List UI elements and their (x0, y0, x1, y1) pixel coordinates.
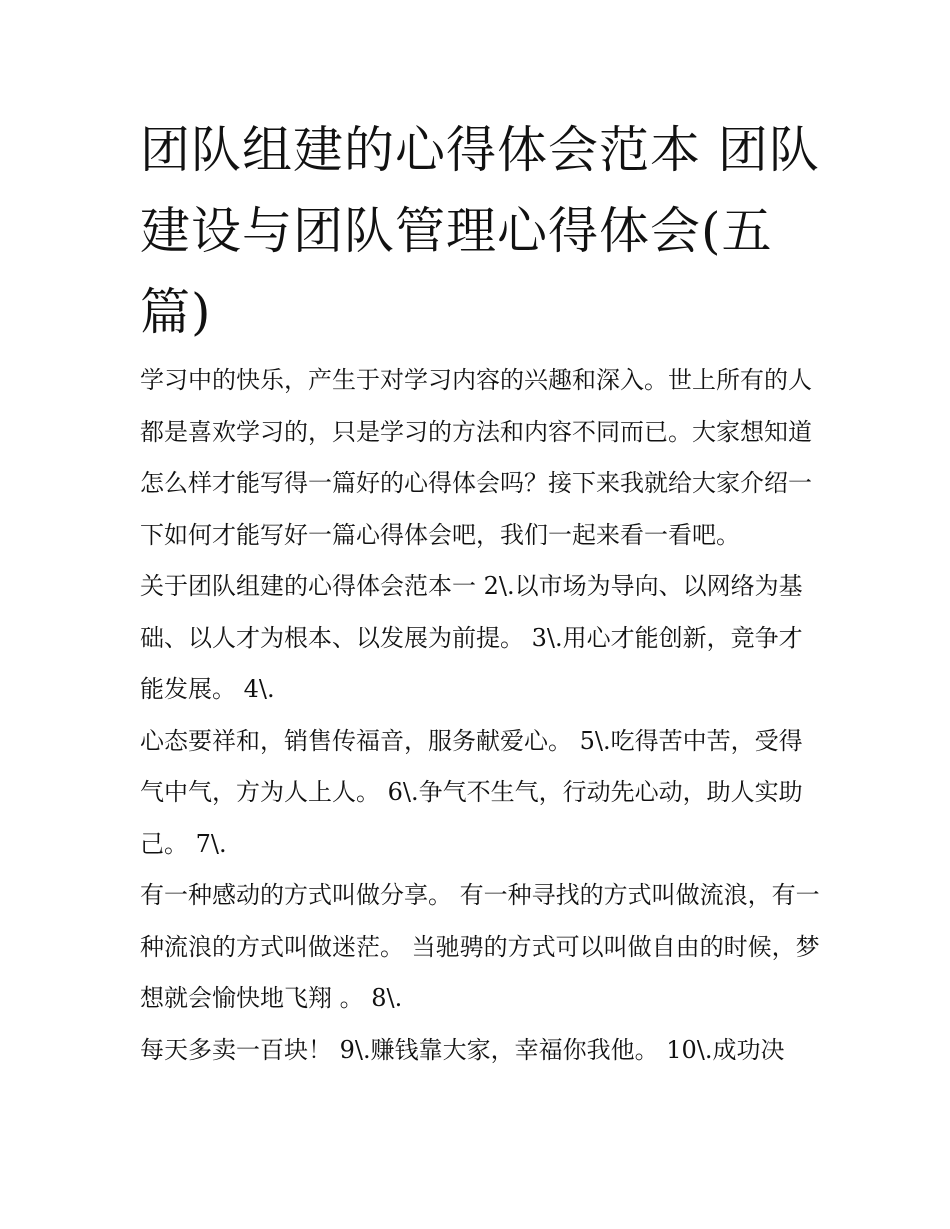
paragraph-sample-one: 关于团队组建的心得体会范本一 2\.以市场为导向、以网络为基础、以人才为根本、以发展为前提。 3\.用心才能创新，竞争才能发展。 4\. (140, 572, 803, 703)
paragraph-items-5-7: 心态要祥和，销售传福音，服务献爱心。 5\.吃得苦中苦，受得气中气，方为人上人。 6\.争气不生气，行动先心动，助人实助己。 7\. (140, 726, 803, 858)
document-title: 团队组建的心得体会范本 团队建设与团队管理心得体会(五篇) (140, 121, 820, 341)
document-body (140, 355, 820, 1076)
paragraph-intro: 学习中的快乐，产生于对学习内容的兴趣和深入。世上所有的人都是喜欢学习的，只是学习的方法和内容不同而已。大家想知道怎么样才能写得一篇好的心得体会吗？接下来我就给大家介绍一下如何才能写好一篇心得体会吧，我们一起来看一看吧。 (140, 366, 812, 549)
paragraph-items-9-10: 每天多卖一百块！ 9\.赚钱靠大家，幸福你我他。 10\.成功决 (140, 1035, 785, 1064)
paragraph-item-8: 有一种感动的方式叫做分享。 有一种寻找的方式叫做流浪，有一种流浪的方式叫做迷茫。 当驰骋的方式可以叫做自由的时候，梦想就会愉快地飞翔 。 8\. (140, 881, 820, 1012)
